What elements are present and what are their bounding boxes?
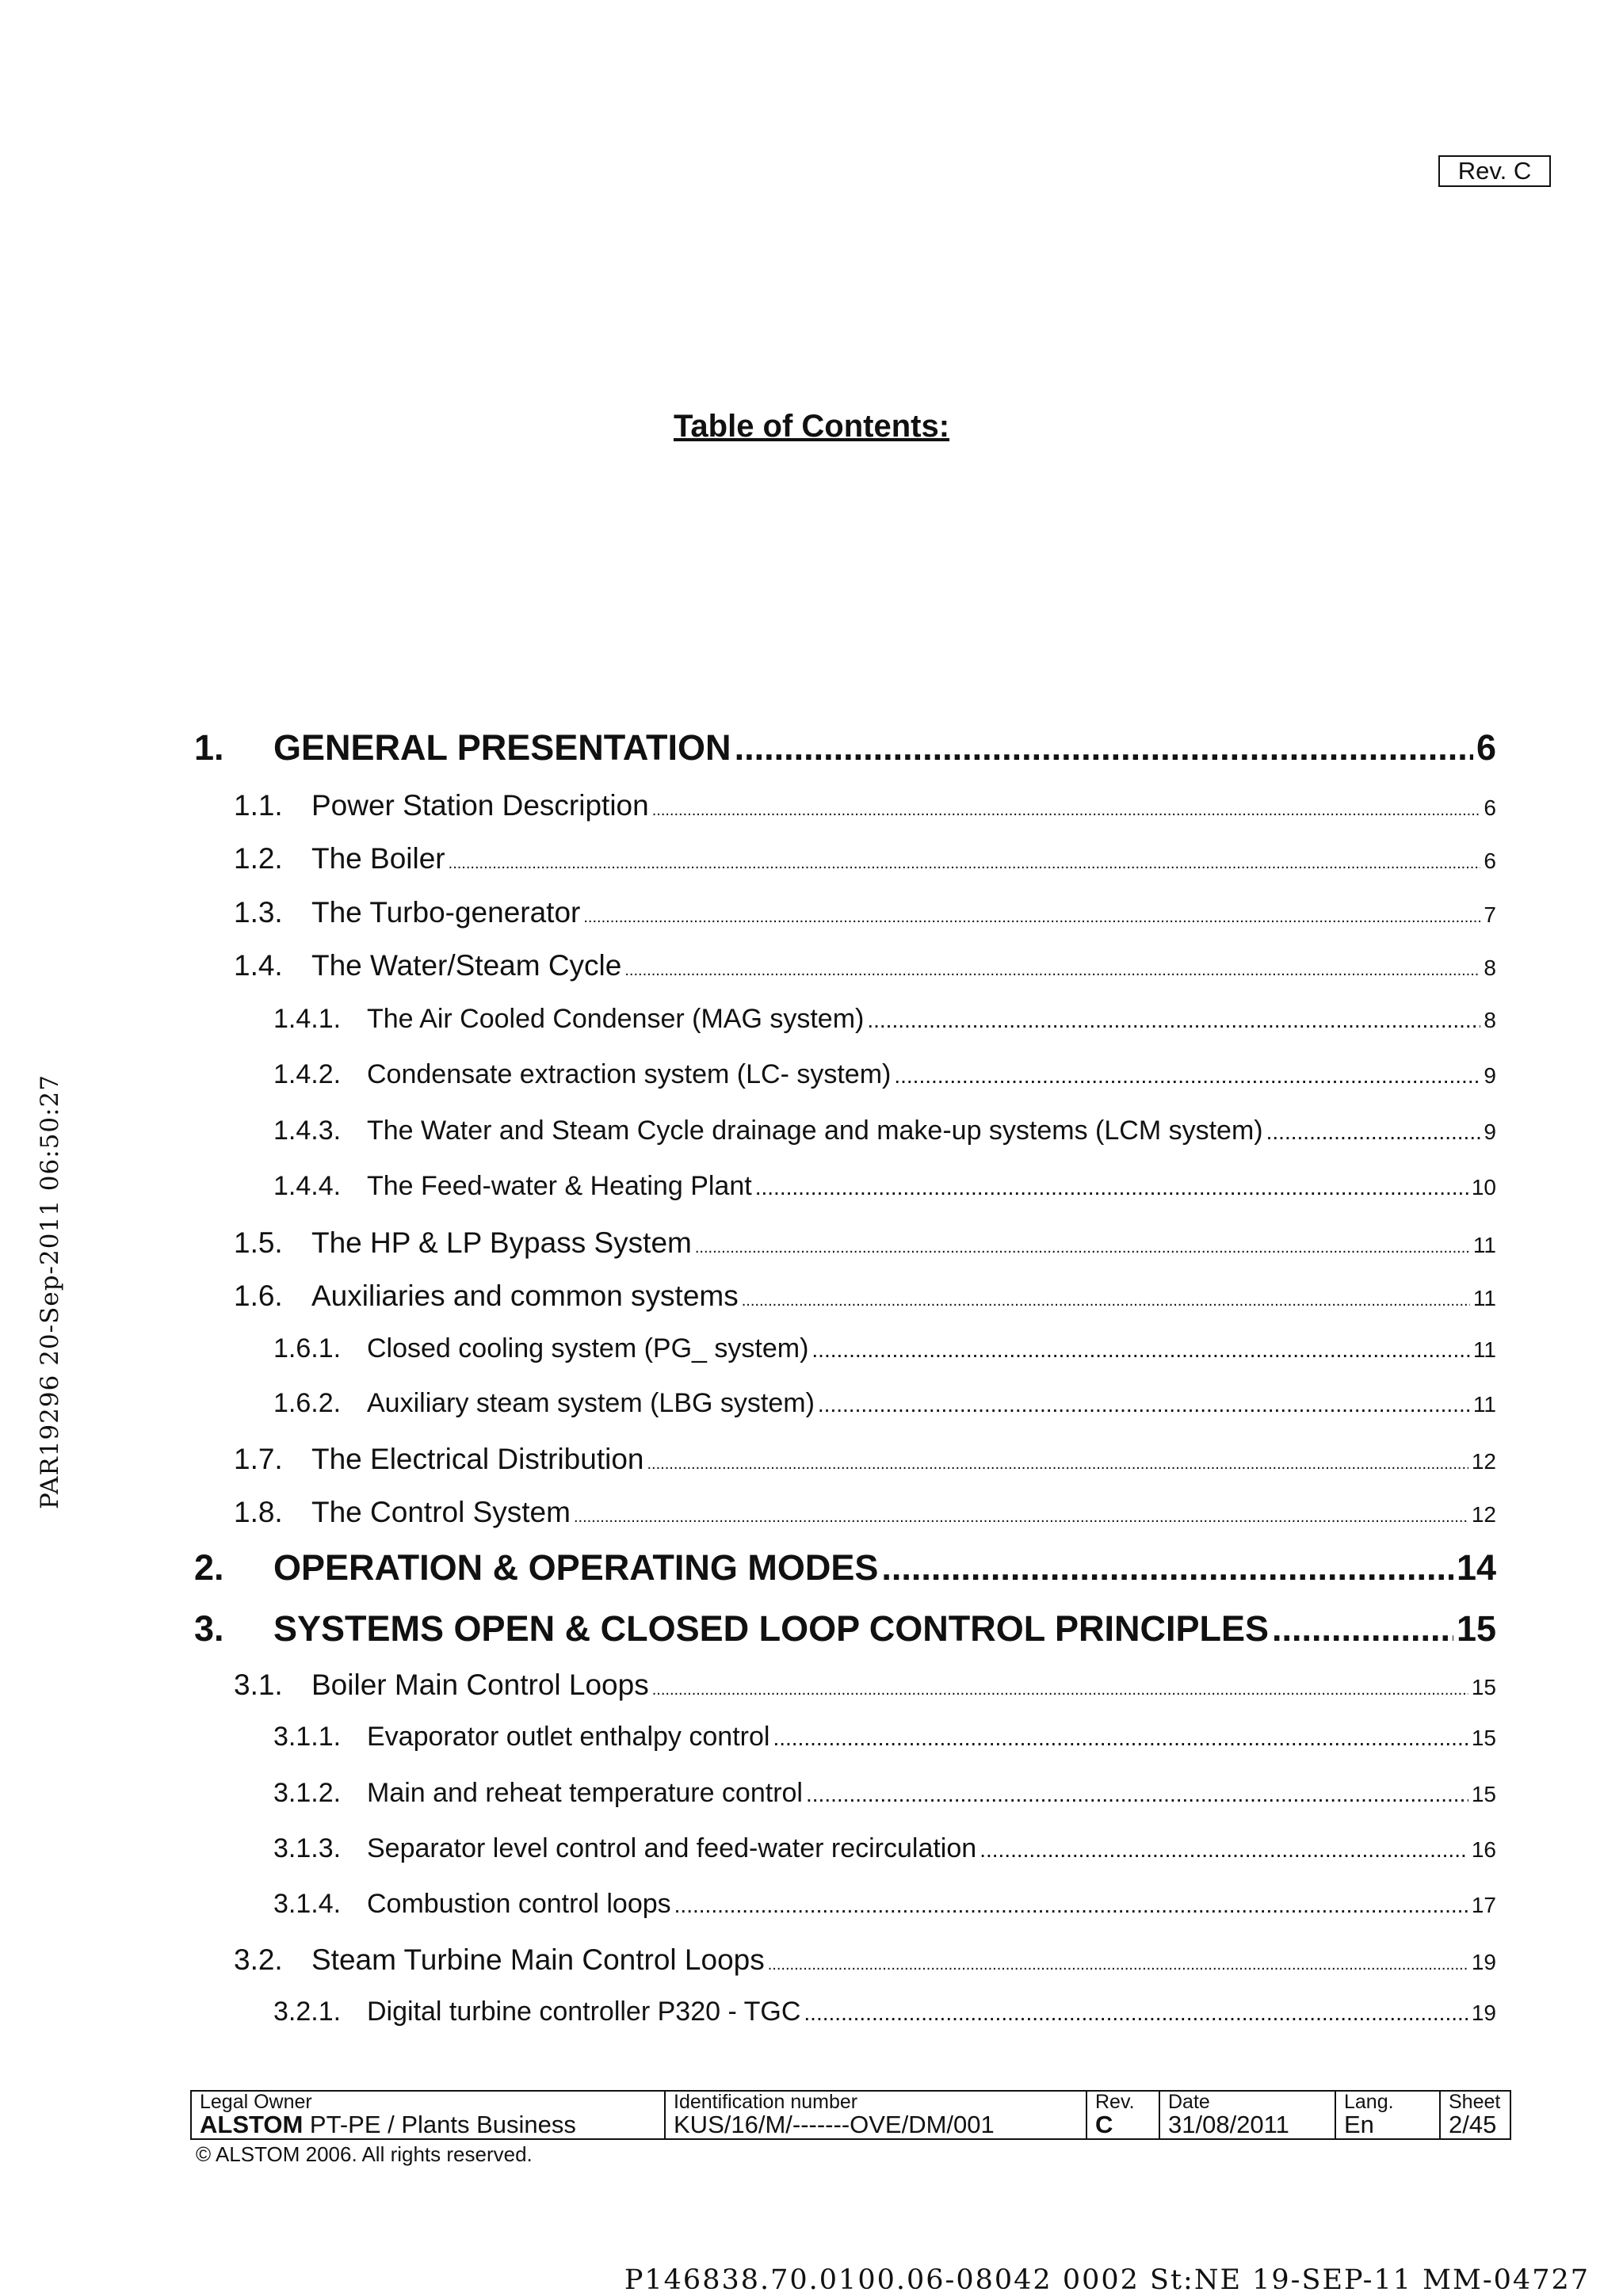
toc-entry-number: 1.2. [234, 842, 283, 875]
toc-entry-label: Closed cooling system (PG_ system) [367, 1333, 809, 1363]
rev-value: C [1095, 2111, 1113, 2139]
toc-leader [652, 1681, 1468, 1699]
toc-entry[interactable] [273, 1059, 1496, 1090]
toc-entry-label: OPERATION & OPERATING MODES [273, 1547, 879, 1588]
title-block [190, 2090, 1511, 2140]
toc-entry[interactable] [234, 1226, 1496, 1260]
toc-entry-label: Digital turbine controller P320 - TGC [367, 1997, 801, 2027]
toc-entry-number: 3.1.1. [273, 1722, 342, 1752]
toc-entry-number: 3.1.2. [273, 1778, 342, 1808]
toc-entry-label: Separator level control and feed-water recirculation [367, 1833, 977, 1863]
toc-entry-page: 15 [1471, 1782, 1496, 1806]
revision-box: Rev. C [1438, 155, 1551, 187]
toc-entry-page: 17 [1471, 1893, 1496, 1917]
toc-entry-number: 1.4.2. [273, 1059, 342, 1089]
toc-entry-page: 11 [1472, 1392, 1496, 1417]
toc-entry[interactable] [234, 1496, 1496, 1529]
toc-entry-number: 1. [194, 727, 224, 768]
toc-entry-label: Main and reheat temperature control [367, 1778, 803, 1808]
toc-entry[interactable] [194, 1547, 1496, 1589]
date-cell [1159, 2091, 1335, 2139]
toc-entry-label: The Water/Steam Cycle [311, 949, 622, 982]
toc-entry-label: The HP & LP Bypass System [311, 1226, 692, 1259]
toc-entry-number: 1.6.1. [273, 1333, 342, 1363]
identification-value: KUS/16/M/-------OVE/DM/001 [674, 2111, 995, 2139]
toc-leader [773, 1726, 1468, 1751]
toc-leader [652, 802, 1481, 820]
rev-cell [1086, 2091, 1159, 2139]
toc-entry-page: 19 [1471, 2000, 1496, 2025]
toc-entry[interactable] [273, 1778, 1496, 1809]
toc-entry-label: GENERAL PRESENTATION [273, 727, 731, 768]
toc-entry-number: 2. [194, 1547, 224, 1588]
toc-entry[interactable] [273, 1722, 1496, 1753]
toc-entry[interactable] [273, 1116, 1496, 1146]
toc-leader [804, 2000, 1468, 2026]
toc-leader [867, 1008, 1480, 1033]
toc-entry-label: The Electrical Distribution [311, 1443, 644, 1475]
toc-entry-page: 11 [1472, 1286, 1496, 1310]
toc-leader [583, 909, 1480, 927]
toc-entry-number: 1.6.2. [273, 1388, 342, 1418]
lang-label: Lang. [1344, 2091, 1394, 2113]
date-value: 31/08/2011 [1168, 2111, 1289, 2139]
date-label: Date [1168, 2091, 1210, 2113]
scan-stamp: P146838.70.0100.06-08042 0002 St:NE 19-SEP-11 MM-04727 [624, 2264, 1590, 2296]
sheet-value: 2/45 [1449, 2111, 1497, 2139]
toc-entry-number: 1.6. [234, 1280, 283, 1312]
toc-entry[interactable] [273, 1004, 1496, 1035]
toc-leader [806, 1782, 1468, 1807]
toc-leader [881, 1547, 1453, 1589]
toc-entry-page: 11 [1472, 1337, 1496, 1362]
toc-entry-page: 15 [1471, 1726, 1496, 1750]
toc-entry-number: 3.2. [234, 1943, 283, 1976]
toc-entry-label: The Boiler [311, 842, 445, 875]
toc-entry[interactable] [273, 1333, 1496, 1364]
toc-leader [449, 855, 1481, 873]
toc-leader [624, 962, 1480, 980]
toc-leader [647, 1455, 1468, 1474]
sheet-label: Sheet [1449, 2091, 1501, 2113]
toc-entry[interactable] [234, 842, 1496, 875]
toc-entry-number: 1.1. [234, 789, 283, 822]
legal-owner-company: ALSTOM [200, 2111, 304, 2139]
toc-entry-number: 1.4. [234, 949, 283, 982]
toc-entry-number: 3.1.3. [273, 1833, 342, 1863]
toc-entry-label: Auxiliaries and common systems [311, 1280, 739, 1312]
lang-cell [1335, 2091, 1440, 2139]
toc-leader [735, 727, 1473, 769]
toc-entry[interactable] [234, 1943, 1496, 1977]
toc-leader [695, 1239, 1470, 1257]
toc-entry-page: 19 [1471, 1950, 1496, 1974]
toc-entry-page: 8 [1484, 1008, 1496, 1032]
toc-entry-label: Auxiliary steam system (LBG system) [367, 1388, 815, 1418]
toc-entry[interactable] [194, 1608, 1496, 1650]
side-stamp: PAR19296 20-Sep-2011 06:50:27 [36, 1074, 64, 1509]
toc-entry[interactable] [234, 789, 1496, 822]
rev-label: Rev. [1095, 2091, 1135, 2113]
toc-entry-label: The Feed-water & Heating Plant [367, 1171, 752, 1201]
identification-label: Identification number [674, 2091, 858, 2113]
lang-value: En [1344, 2111, 1374, 2139]
toc-entry-page: 8 [1484, 955, 1496, 980]
toc-leader [768, 1956, 1468, 1974]
toc-leader [1266, 1119, 1481, 1145]
identification-cell [665, 2091, 1086, 2139]
sheet-cell [1440, 2091, 1510, 2139]
copyright-notice: © ALSTOM 2006. All rights reserved. [196, 2142, 533, 2166]
toc-entry-page: 6 [1484, 849, 1496, 873]
toc-entry-label: Boiler Main Control Loops [311, 1669, 649, 1701]
toc-entry-label: Condensate extraction system (LC- system) [367, 1059, 892, 1089]
toc-entry-number: 3. [194, 1608, 224, 1649]
legal-owner-label: Legal Owner [200, 2091, 312, 2113]
toc-entry-page: 16 [1471, 1837, 1496, 1862]
toc-leader [742, 1292, 1470, 1310]
toc-leader [674, 1893, 1468, 1918]
toc-entry[interactable] [273, 1889, 1496, 1920]
toc-entry[interactable] [234, 1280, 1496, 1313]
toc-entry[interactable] [273, 1171, 1496, 1202]
toc-entry-label: Power Station Description [311, 789, 649, 822]
toc-entry-number: 3.2.1. [273, 1997, 342, 2027]
toc-leader [894, 1063, 1480, 1089]
toc-entry-page: 12 [1471, 1449, 1496, 1474]
toc-entry-page: 9 [1484, 1063, 1496, 1088]
toc-entry-label: The Turbo-generator [311, 896, 581, 929]
toc-entry-page: 15 [1456, 1608, 1496, 1649]
toc-entry-label: Evaporator outlet enthalpy control [367, 1722, 770, 1752]
toc-leader [1272, 1608, 1453, 1650]
toc-entry-number: 3.1. [234, 1669, 283, 1701]
toc-entry[interactable] [194, 727, 1496, 769]
toc-entry-page: 6 [1476, 727, 1496, 768]
toc-entry-number: 1.4.4. [273, 1171, 342, 1201]
toc-entry-page: 9 [1484, 1119, 1496, 1144]
toc-entry-label: The Water and Steam Cycle drainage and make-up systems (LCM system) [367, 1116, 1263, 1146]
legal-owner-division: PT-PE / Plants Business [303, 2111, 576, 2139]
toc-entry-label: The Air Cooled Condenser (MAG system) [367, 1004, 865, 1034]
toc-entry-page: 14 [1456, 1547, 1496, 1588]
toc-entry-label: SYSTEMS OPEN & CLOSED LOOP CONTROL PRINCIPLES [273, 1608, 1270, 1649]
toc-entry-label: The Control System [311, 1496, 571, 1528]
toc-entry-page: 10 [1471, 1175, 1496, 1199]
toc-entry-number: 1.4.1. [273, 1004, 342, 1034]
toc-entry-page: 15 [1471, 1675, 1496, 1699]
legal-owner-value [200, 2112, 656, 2138]
toc-entry-label: Steam Turbine Main Control Loops [311, 1943, 765, 1976]
toc-entry-number: 3.1.4. [273, 1889, 342, 1919]
toc-entry[interactable] [234, 896, 1496, 929]
toc-leader [755, 1175, 1468, 1200]
toc-entry-number: 1.8. [234, 1496, 283, 1528]
toc-entry[interactable] [273, 1388, 1496, 1419]
toc-entry-page: 12 [1471, 1502, 1496, 1527]
toc-leader [574, 1508, 1468, 1527]
toc-entry[interactable] [234, 1443, 1496, 1476]
toc-entry[interactable] [273, 1833, 1496, 1864]
toc-leader [980, 1837, 1468, 1863]
toc-entry-label: Combustion control loops [367, 1889, 671, 1919]
toc-entry-number: 1.7. [234, 1443, 283, 1475]
toc-entry-number: 1.5. [234, 1226, 283, 1259]
toc-entry-number: 1.4.3. [273, 1116, 342, 1146]
toc-entry-page: 11 [1472, 1233, 1496, 1257]
toc-entry-page: 6 [1484, 795, 1496, 820]
toc-entry-number: 1.3. [234, 896, 283, 929]
toc-leader [812, 1337, 1470, 1363]
toc-entry-page: 7 [1484, 902, 1496, 927]
toc-title: Table of Contents: [673, 409, 950, 444]
toc-leader [818, 1392, 1470, 1417]
legal-owner-cell [191, 2091, 665, 2139]
toc-entry[interactable] [234, 949, 1496, 982]
toc-entry[interactable] [234, 1669, 1496, 1702]
toc-entry[interactable] [273, 1997, 1496, 2027]
